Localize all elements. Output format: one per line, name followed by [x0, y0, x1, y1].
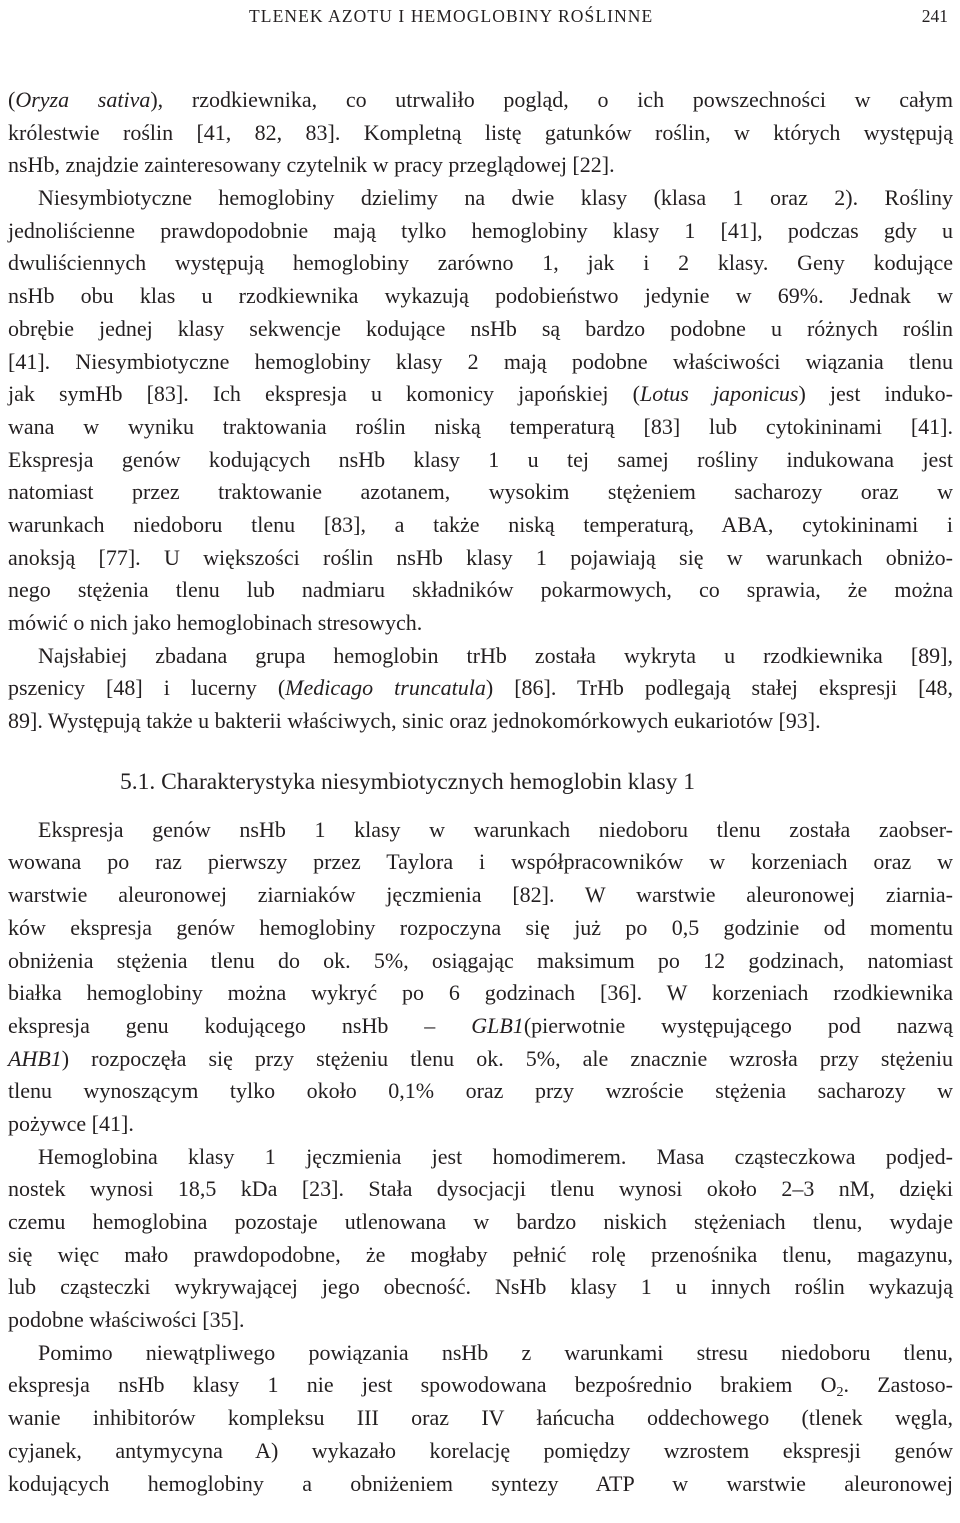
text-line: lub cząsteczki wykrywającej jego obecność. NsHb klasy 1 u innych roślin wykazują [8, 1274, 953, 1300]
text-line: jak symHb [83]. Ich ekspresja u komonicy japońskiej (Lotus japonicus) jest induko- [8, 381, 953, 407]
running-title: TLENEK AZOTU I HEMOGLOBINY ROŚLINNE [249, 6, 654, 26]
text-line: wanie inhibitorów kompleksu III oraz IV łańcucha oddechowego (tlenek węgla, [8, 1405, 953, 1431]
text-line: ekspresja genu kodującego nsHb – GLB1(pierwotnie występującego pod nazwą [8, 1012, 953, 1038]
text-line: Hemoglobina klasy 1 jęczmienia jest homodimerem. Masa cząsteczkowa podjed- [38, 1143, 953, 1169]
text-line: się więc mało prawdopodobne, że mogłaby pełnić rolę przenośnika tlenu, magazynu, [8, 1241, 953, 1267]
text-line: Ekspresja genów kodujących nsHb klasy 1 u tej samej rośliny indukowana jest [8, 446, 953, 472]
text-line: ków ekspresja genów hemoglobiny rozpoczyna się już po 0,5 godzinie od momentu [8, 914, 953, 940]
text-line: Pomimo niewątpliwego powiązania nsHb z warunkami stresu niedoboru tlenu, [38, 1339, 953, 1365]
text-line: mówić o nich jako hemoglobinach stresowych. [8, 610, 423, 635]
page-body [8, 84, 953, 1500]
text-line: obniżenia stężenia tlenu do ok. 5%, osiągając maksimum po 12 godzinach, natomiast [8, 947, 953, 973]
text-line: nostek wynosi 18,5 kDa [23]. Stała dysocjacji tlenu wynosi około 2–3 nM, dzięki [8, 1176, 953, 1202]
text-line: AHB1) rozpoczęła się przy stężeniu tlenu ok. 5%, ale znacznie wzrosła przy stężeniu [8, 1045, 953, 1071]
text-line: tlenu wynoszącym tylko około 0,1% oraz przy wzroście stężenia sacharozy w [8, 1078, 953, 1104]
text-line: królestwie roślin [41, 82, 83]. Kompletną listę gatunków roślin, w których występują [8, 119, 953, 145]
text-line: pszenicy [48] i lucerny (Medicago truncatula) [86]. TrHb podlegają stałej ekspresji [48, [8, 675, 953, 701]
text-line: pożywce [41]. [8, 1110, 134, 1136]
text-line: jednoliścienne prawdopodobnie mają tylko hemoglobiny klasy 1 [41], podczas gdy u [8, 217, 953, 243]
text-line: nsHb, znajdzie zainteresowany czytelnik w pracy przeglądowej [22]. [8, 152, 615, 178]
text-line: Niesymbiotyczne hemoglobiny dzielimy na dwie klasy (klasa 1 oraz 2). Rośliny [38, 185, 953, 211]
text-line: anoksją [77]. U większości roślin nsHb klasy 1 pojawiają się w warunkach obniżo- [8, 544, 953, 570]
text-line: natomiast przez traktowanie azotanem, wysokim stężeniem sacharozy oraz w [8, 479, 953, 505]
text-line: (Oryza sativa), rzodkiewnika, co utrwaliło pogląd, o ich powszechności w całym [8, 87, 954, 112]
text-line: nsHb obu klas u rzodkiewnika wykazują podobieństwo jedynie w 69%. Jednak w [8, 283, 953, 309]
section-heading: 5.1. Charakterystyka niesymbiotycznych hemoglobin klasy 1 [120, 768, 695, 795]
text-line: białka hemoglobiny można wykryć po 6 godzinach [36]. W korzeniach rzodkiewnika [8, 980, 953, 1006]
text-line: ekspresja nsHb klasy 1 nie jest spowodowana bezpośrednio brakiem $O_2$. Zastoso- [8, 1372, 953, 1401]
section-gap [8, 738, 953, 752]
text-line: wana w wyniku traktowania roślin niską temperaturą [83] lub cytokininami [41]. [8, 413, 953, 439]
page-number: 241 [921, 6, 948, 26]
text-line: nego stężenia tlenu lub nadmiaru składników pokarmowych, co sprawia, że można [8, 577, 953, 603]
text-line: czemu hemoglobina pozostaje utlenowana w bardzo niskich stężeniach tlenu, wydaje [8, 1209, 953, 1234]
text-line: warstwie aleuronowej ziarniaków jęczmienia [82]. W warstwie aleuronowej ziarnia- [8, 882, 953, 908]
text-line: warunkach niedoboru tlenu [83], a także niską temperaturą, ABA, cytokininami i [8, 511, 953, 537]
text-line: Najsłabiej zbadana grupa hemoglobin trHb została wykryta u rzodkiewnika [89], [38, 642, 953, 668]
text-line: Ekspresja genów nsHb 1 klasy w warunkach niedoboru tlenu została zaobser- [38, 816, 953, 842]
page-header [6, 6, 948, 28]
text-line: cyjanek, antymycyna A) wykazało korelację pomiędzy wzrostem ekspresji genów [8, 1437, 953, 1463]
text-line: podobne właściwości [35]. [8, 1307, 245, 1333]
text-line: obrębie jednej klasy sekwencje kodujące nsHb są bardzo podobne u różnych roślin [8, 315, 953, 341]
text-line: dwuliściennych występują hemoglobiny zarówno 1, jak i 2 klasy. Geny kodujące [8, 250, 953, 276]
text-line: [41]. Niesymbiotyczne hemoglobiny klasy 2 mają podobne właściwości wiązania tlenu [8, 348, 953, 374]
text-line: 89]. Występują także u bakterii właściwych, sinic oraz jednokomórkowych eukariotów [93]. [8, 708, 821, 734]
text-line: kodujących hemoglobiny a obniżeniem syntezy ATP w warstwie aleuronowej [8, 1470, 953, 1496]
text-line: wowana po raz pierwszy przez Taylora i współpracowników w korzeniach oraz w [8, 849, 953, 875]
